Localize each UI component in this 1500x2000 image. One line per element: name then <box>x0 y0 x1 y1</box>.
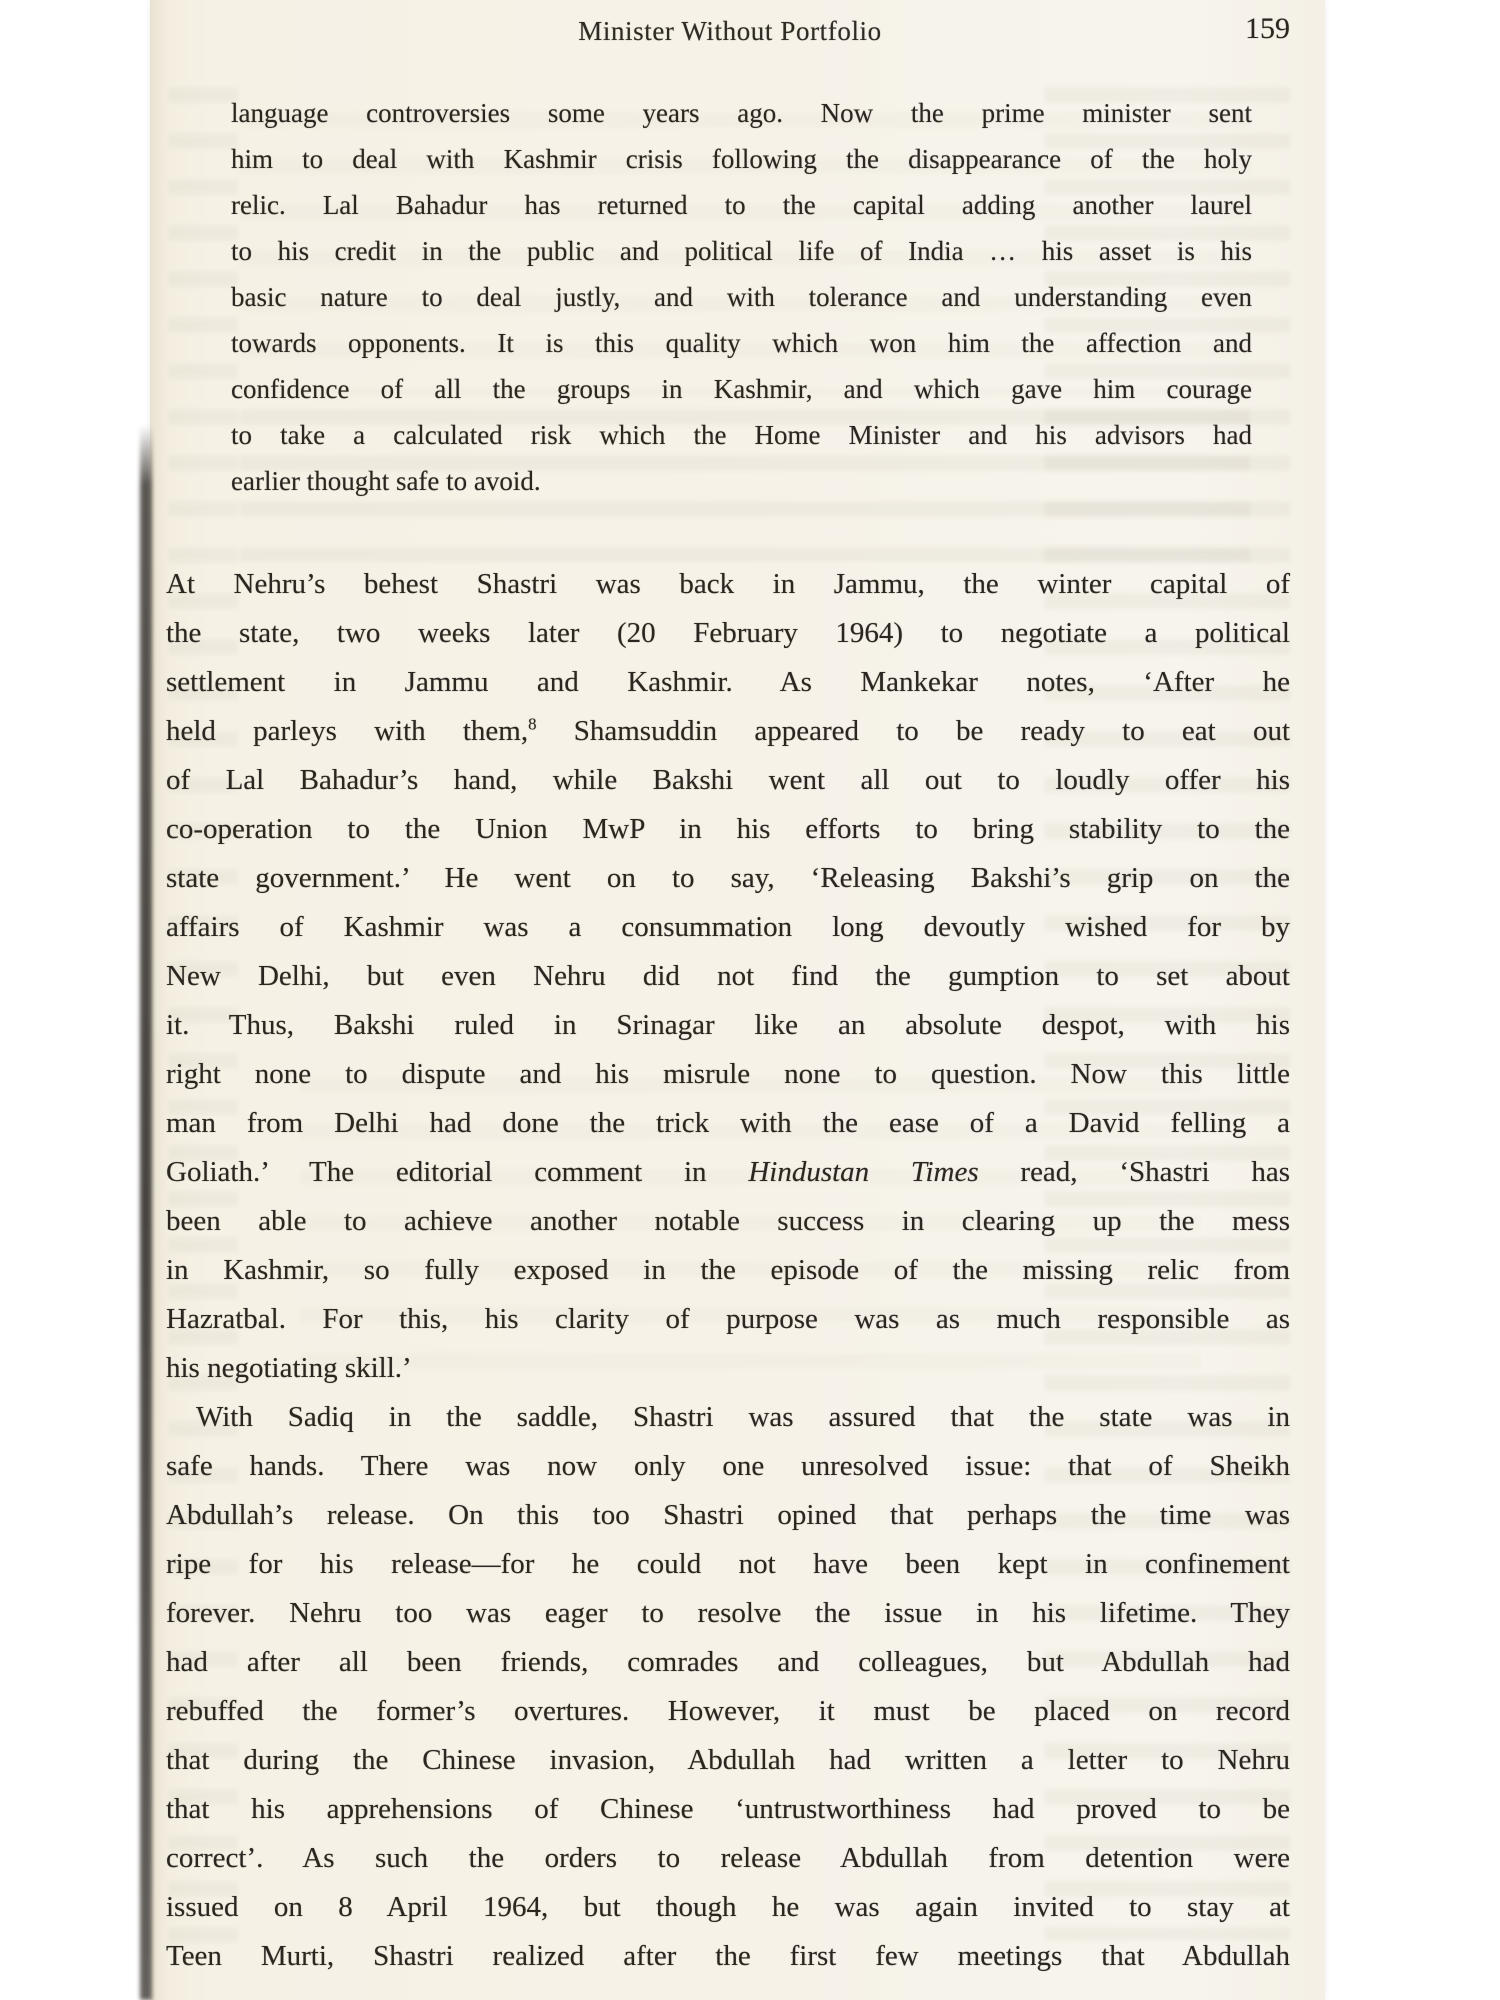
text-line: in Kashmir, so fully exposed in the episode of the missing relic from <box>166 1254 1290 1286</box>
text-line: ripe for his release—for he could not have been kept in confinement <box>166 1548 1290 1580</box>
text-line: to his credit in the public and political life of India … his asset is his <box>231 236 1252 266</box>
text-line: At Nehru’s behest Shastri was back in Jammu, the winter capital of <box>166 568 1290 600</box>
page-gutter-shadow <box>140 425 152 2000</box>
text-line: Hazratbal. For this, his clarity of purpose was as much responsible as <box>166 1303 1290 1335</box>
page-number: 159 <box>1245 12 1290 45</box>
text-line: settlement in Jammu and Kashmir. As Mankekar notes, ‘After he <box>166 666 1290 698</box>
body-text <box>166 560 1290 1981</box>
running-header-title: Minister Without Portfolio <box>578 16 882 46</box>
text-line: his negotiating skill.’ <box>166 1352 412 1384</box>
text-line: safe hands. There was now only one unresolved issue: that of Sheikh <box>166 1450 1290 1482</box>
text-line: relic. Lal Bahadur has returned to the capital adding another laurel <box>231 190 1252 220</box>
text-line: that his apprehensions of Chinese ‘untrustworthiness had proved to be <box>166 1793 1290 1825</box>
text-line: correct’. As such the orders to release Abdullah from detention were <box>166 1842 1290 1874</box>
text-line: to take a calculated risk which the Home Minister and his advisors had <box>231 420 1252 450</box>
text-line: state government.’ He went on to say, ‘Releasing Bakshi’s grip on the <box>166 862 1290 894</box>
text-line: been able to achieve another notable success in clearing up the mess <box>166 1205 1290 1237</box>
text-line: him to deal with Kashmir crisis following the disappearance of the holy <box>231 144 1252 174</box>
text-line: Teen Murti, Shastri realized after the first few meetings that Abdullah <box>166 1940 1290 1972</box>
text-line: rebuffed the former’s overtures. However, it must be placed on record <box>166 1695 1290 1727</box>
body-paragraph <box>166 1393 1290 1981</box>
body-paragraph <box>166 560 1290 1393</box>
text-line: Goliath.’ The editorial comment in Hindustan Times read, ‘Shastri has <box>166 1156 1290 1188</box>
text-line: held parleys with them,$^8$ Shamsuddin appeared to be ready to eat out <box>166 714 1290 747</box>
text-line: language controversies some years ago. Now the prime minister sent <box>231 98 1252 128</box>
text-line: that during the Chinese invasion, Abdullah had written a letter to Nehru <box>166 1744 1290 1776</box>
text-line: towards opponents. It is this quality which won him the affection and <box>231 328 1252 358</box>
text-line: co-operation to the Union MwP in his efforts to bring stability to the <box>166 813 1290 845</box>
text-line: With Sadiq in the saddle, Shastri was assured that the state was in <box>196 1401 1290 1433</box>
block-quote <box>231 90 1252 504</box>
text-line: confidence of all the groups in Kashmir, and which gave him courage <box>231 374 1252 404</box>
text-line: man from Delhi had done the trick with the ease of a David felling a <box>166 1107 1290 1139</box>
text-line: of Lal Bahadur’s hand, while Bakshi went all out to loudly offer his <box>166 764 1290 796</box>
text-line: New Delhi, but even Nehru did not find the gumption to set about <box>166 960 1290 992</box>
text-line: it. Thus, Bakshi ruled in Srinagar like an absolute despot, with his <box>166 1009 1290 1041</box>
text-line: Abdullah’s release. On this too Shastri opined that perhaps the time was <box>166 1499 1290 1531</box>
text-line: basic nature to deal justly, and with tolerance and understanding even <box>231 282 1252 312</box>
text-line: had after all been friends, comrades and colleagues, but Abdullah had <box>166 1646 1290 1678</box>
text-line: issued on 8 April 1964, but though he was again invited to stay at <box>166 1891 1290 1923</box>
text-line: the state, two weeks later (20 February 1964) to negotiate a political <box>166 617 1290 649</box>
text-line: right none to dispute and his misrule none to question. Now this little <box>166 1058 1290 1090</box>
text-line: affairs of Kashmir was a consummation long devoutly wished for by <box>166 911 1290 943</box>
text-line: forever. Nehru too was eager to resolve the issue in his lifetime. They <box>166 1597 1290 1629</box>
text-line: earlier thought safe to avoid. <box>231 466 541 496</box>
